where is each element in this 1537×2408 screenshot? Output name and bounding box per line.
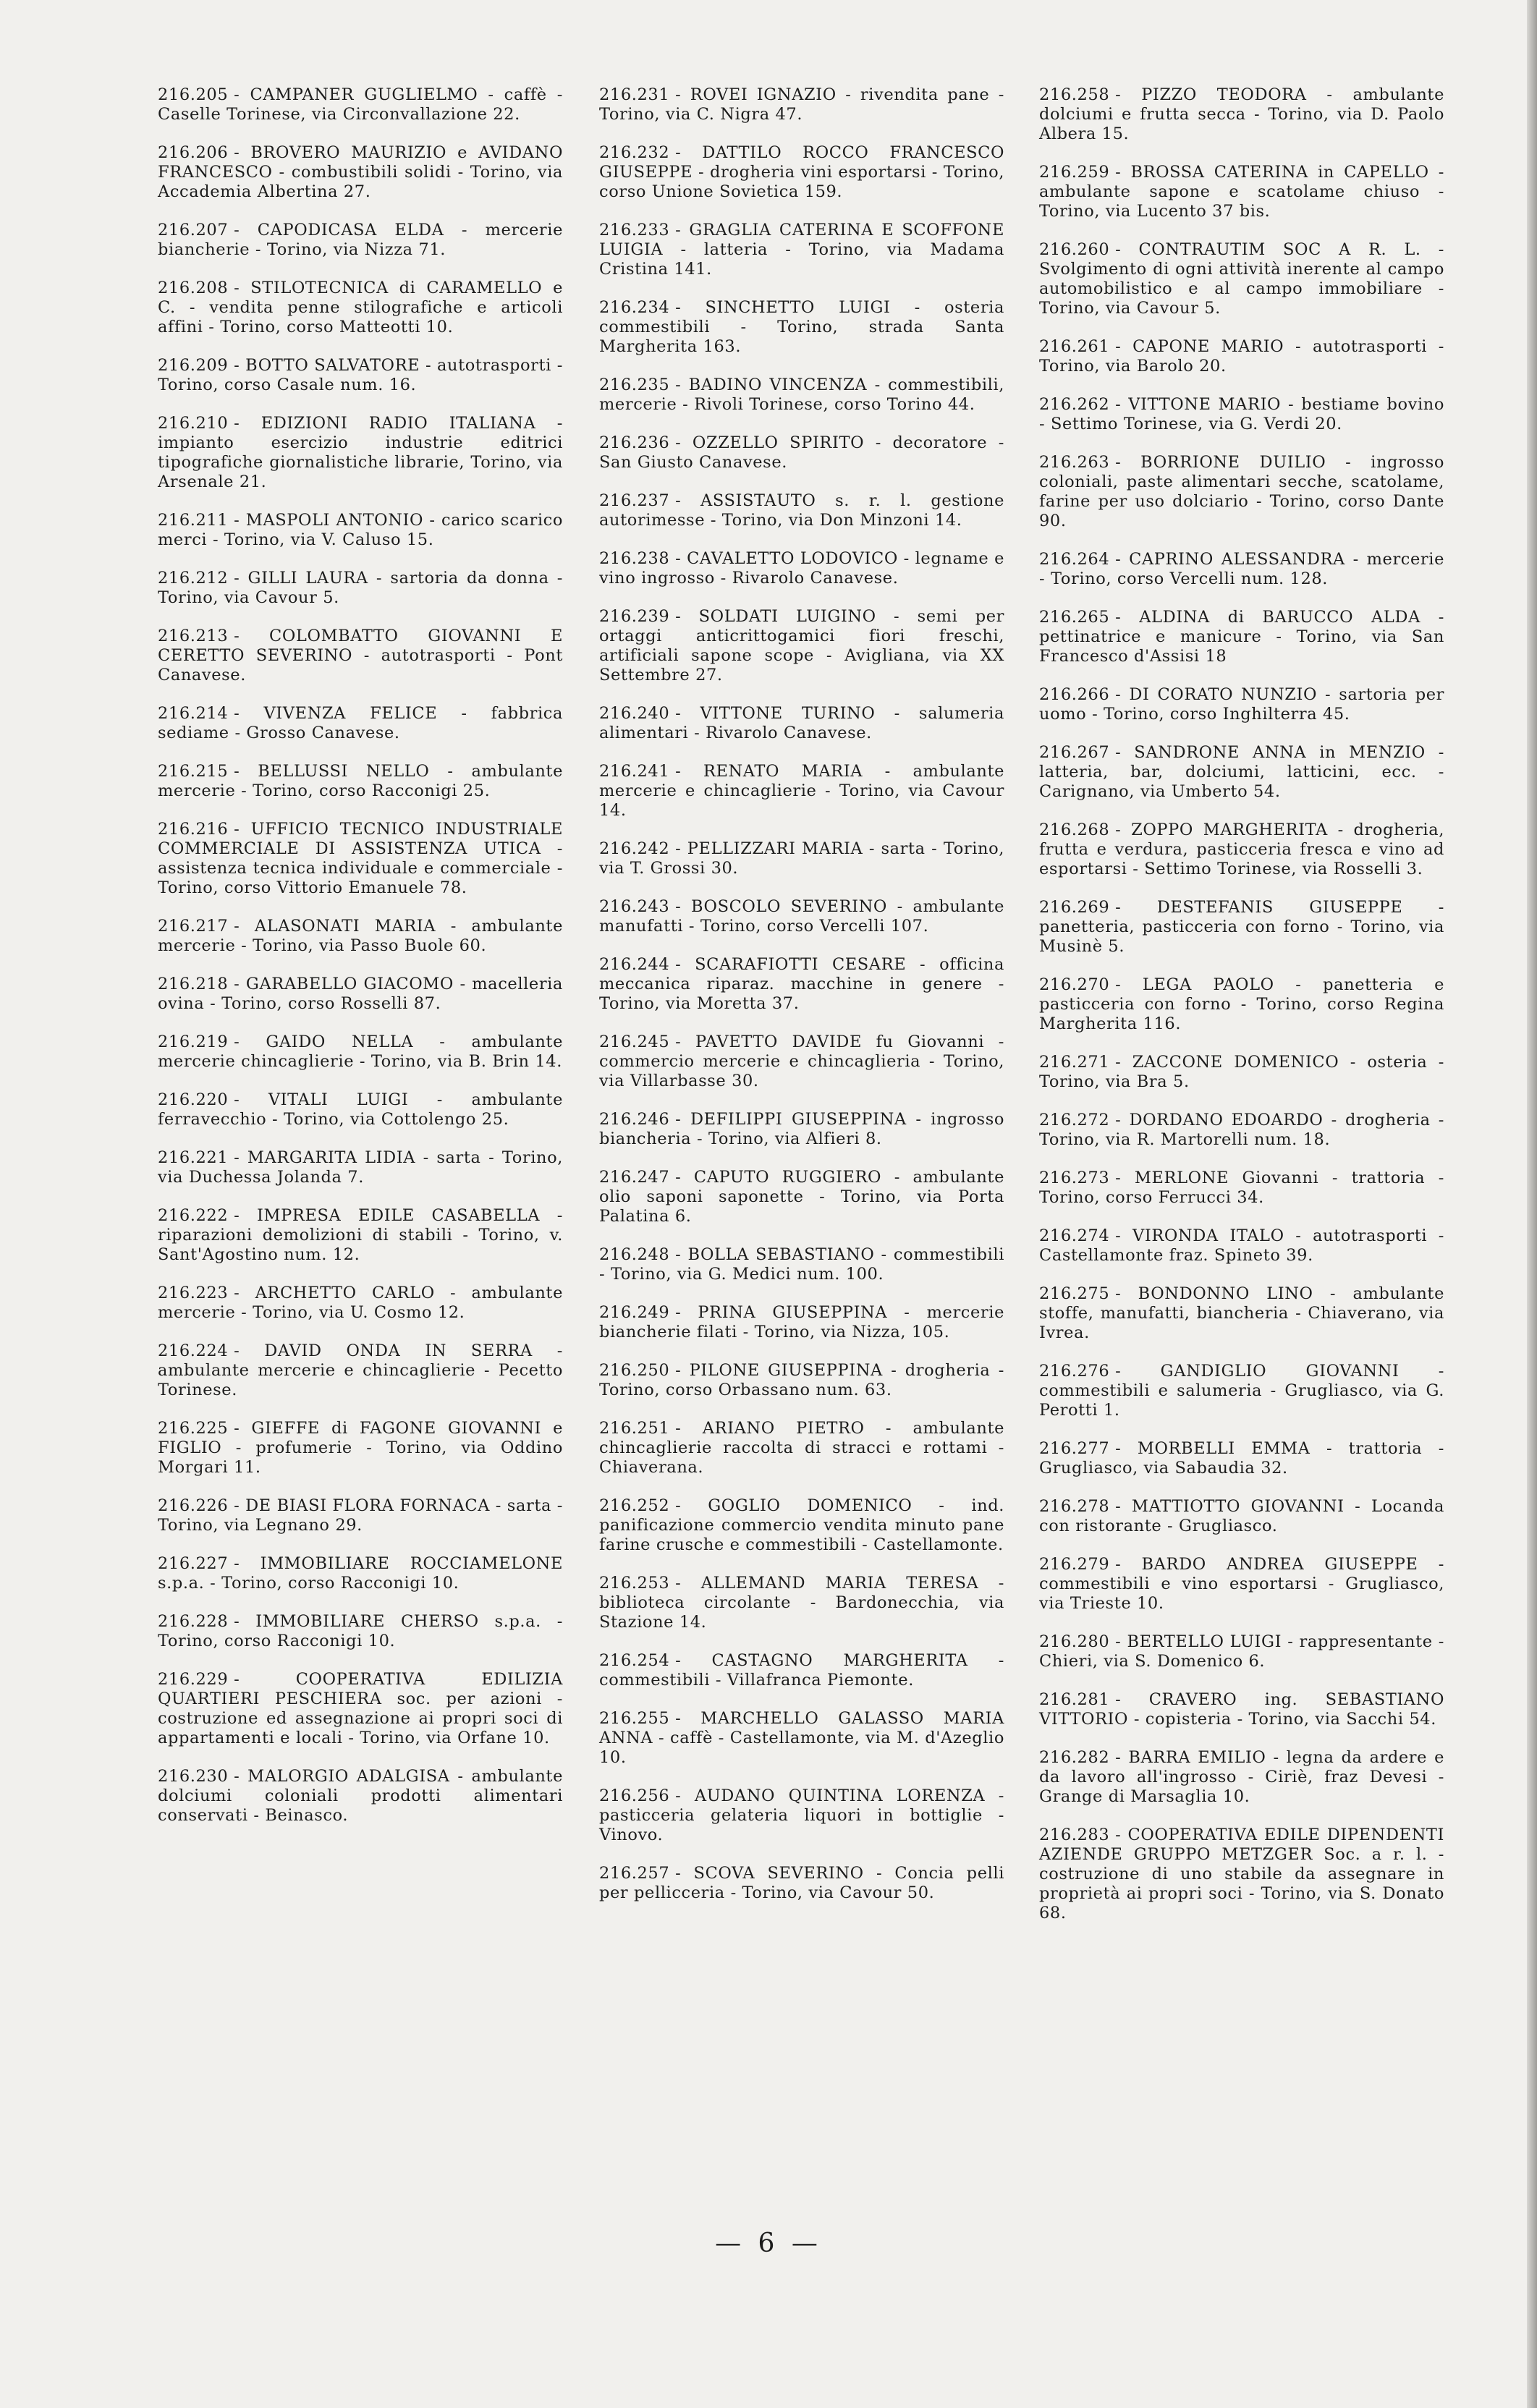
entry-number: 216.277 <box>1039 1439 1110 1458</box>
entry-text: - CAVALETTO LODOVICO - legname e vino ingrosso - Rivarolo Canavese. <box>599 549 1004 588</box>
entry-text: - GIEFFE di FAGONE GIOVANNI e FIGLIO - profumerie - Torino, via Oddino Morgari 11. <box>158 1419 563 1477</box>
entry-text: - BOTTO SALVATORE - autotrasporti - Torino, corso Casale num. 16. <box>158 356 563 394</box>
entry-text: - ARIANO PIETRO - ambulante chincaglierie raccolta di stracci e rottami - Chiaverana. <box>599 1419 1004 1477</box>
register-entry <box>158 511 563 550</box>
entry-text: - GRAGLIA CATERINA E SCOFFONE LUIGIA - latteria - Torino, via Madama Cristina 141. <box>599 221 1004 279</box>
register-entry <box>1039 1826 1444 1923</box>
register-entry <box>599 85 1004 124</box>
entry-number: 216.207 <box>158 221 229 239</box>
register-entry <box>1039 337 1444 376</box>
register-entry <box>158 1496 563 1535</box>
entry-text: - BROSSA CATERINA in CAPELLO - ambulante sapone e scatolame chiuso - Torino, via Lucento 37 bis. <box>1039 163 1444 221</box>
entry-number: 216.276 <box>1039 1362 1110 1381</box>
entry-number: 216.271 <box>1039 1053 1110 1072</box>
register-entry <box>1039 898 1444 957</box>
entry-text: - CAPUTO RUGGIERO - ambulante olio saponi saponette - Torino, via Porta Palatina 6. <box>599 1168 1004 1226</box>
entry-text: - BARDO ANDREA GIUSEPPE - commestibili e vino esportarsi - Grugliasco, via Trieste 10. <box>1039 1555 1444 1613</box>
entry-text: - GAIDO NELLA - ambulante mercerie chincaglierie - Torino, via B. Brin 14. <box>158 1033 563 1071</box>
register-entry <box>599 1496 1004 1555</box>
entry-text: - SANDRONE ANNA in MENZIO - latteria, bar, dolciumi, latticini, ecc. - Carignano, via Umberto 54. <box>1039 743 1444 801</box>
register-entry <box>599 549 1004 588</box>
entry-text: - DI CORATO NUNZIO - sartoria per uomo - Torino, corso Inghilterra 45. <box>1039 685 1444 724</box>
entry-number: 216.227 <box>158 1554 229 1573</box>
entry-text: - SOLDATI LUIGINO - semi per ortaggi anticrittogamici fiori freschi, artificiali sapone scope - Avigliana, via XX Settembre 27. <box>599 607 1004 684</box>
column-3 <box>1039 85 1444 1942</box>
register-entry <box>1039 1748 1444 1807</box>
register-entry <box>599 1033 1004 1091</box>
register-entry <box>158 1148 563 1187</box>
entry-text: - BELLUSSI NELLO - ambulante mercerie - Torino, corso Racconigi 25. <box>158 762 563 800</box>
register-entry <box>599 143 1004 202</box>
entry-text: - MASPOLI ANTONIO - carico scarico merci - Torino, via V. Caluso 15. <box>158 511 563 549</box>
entry-text: - IMMOBILIARE CHERSO s.p.a. - Torino, corso Racconigi 10. <box>158 1612 563 1650</box>
register-entry <box>599 1419 1004 1478</box>
entry-text: - DATTILO ROCCO FRANCESCO GIUSEPPE - drogheria vini esportarsi - Torino, corso Unione Sovietica 159. <box>599 143 1004 201</box>
entry-text: - PIZZO TEODORA - ambulante dolciumi e frutta secca - Torino, via D. Paolo Albera 15. <box>1039 85 1444 143</box>
entry-number: 216.263 <box>1039 453 1110 472</box>
entry-number: 216.256 <box>599 1786 670 1805</box>
entry-text: - BONDONNO LINO - ambulante stoffe, manufatti, biancheria - Chiaverano, via Ivrea. <box>1039 1284 1444 1342</box>
register-entry <box>1039 1497 1444 1536</box>
entry-text: - ARCHETTO CARLO - ambulante mercerie - Torino, via U. Cosmo 12. <box>158 1284 563 1322</box>
entry-text: - BORRIONE DUILIO - ingrosso coloniali, paste alimentari secche, scatolame, farine per uso dolciario - Torino, corso Dante 90. <box>1039 453 1444 530</box>
entry-text: - DESTEFANIS GIUSEPPE - panetteria, pasticceria con forno - Torino, via Musinè 5. <box>1039 898 1444 956</box>
entry-number: 216.257 <box>599 1864 670 1883</box>
register-entry <box>1039 1362 1444 1420</box>
register-entry <box>158 1419 563 1478</box>
entry-number: 216.248 <box>599 1245 670 1264</box>
entry-number: 216.239 <box>599 607 670 626</box>
register-entry <box>158 1670 563 1748</box>
entry-number: 216.222 <box>158 1206 229 1225</box>
entry-number: 216.246 <box>599 1110 670 1129</box>
register-entry <box>599 955 1004 1014</box>
register-entry <box>1039 608 1444 666</box>
entry-number: 216.234 <box>599 298 670 317</box>
entry-number: 216.231 <box>599 85 670 104</box>
entry-number: 216.251 <box>599 1419 670 1438</box>
entry-text: - BOLLA SEBASTIANO - commestibili - Torino, via G. Medici num. 100. <box>599 1245 1004 1284</box>
entry-text: - GARABELLO GIACOMO - macelleria ovina - Torino, corso Rosselli 87. <box>158 975 563 1013</box>
entry-text: - GANDIGLIO GIOVANNI - commestibili e salumeria - Grugliasco, via G. Perotti 1. <box>1039 1362 1444 1420</box>
entry-text: - OZZELLO SPIRITO - decoratore - San Giusto Canavese. <box>599 433 1004 472</box>
entry-number: 216.242 <box>599 839 670 858</box>
entry-text: - MATTIOTTO GIOVANNI - Locanda con ristorante - Grugliasco. <box>1039 1497 1444 1535</box>
column-1 <box>158 85 563 1844</box>
register-entry <box>1039 821 1444 879</box>
register-entry <box>158 1206 563 1265</box>
entry-text: - GILLI LAURA - sartoria da donna - Torino, via Cavour 5. <box>158 569 563 607</box>
entry-text: - MARCHELLO GALASSO MARIA ANNA - caffè - Castellamonte, via M. d'Azeglio 10. <box>599 1709 1004 1767</box>
entry-text: - MALORGIO ADALGISA - ambulante dolciumi coloniali prodotti alimentari conservati - Beinasco. <box>158 1767 563 1825</box>
entry-text: - SINCHETTO LUIGI - osteria commestibili - Torino, strada Santa Margherita 163. <box>599 298 1004 356</box>
register-entry <box>1039 975 1444 1034</box>
entry-number: 216.252 <box>599 1496 670 1515</box>
entry-number: 216.240 <box>599 704 670 723</box>
register-entry <box>1039 240 1444 318</box>
register-entry <box>158 1554 563 1593</box>
register-entry <box>1039 1169 1444 1208</box>
entry-text: - ALLEMAND MARIA TERESA - biblioteca circolante - Bardonecchia, via Stazione 14. <box>599 1574 1004 1632</box>
entry-number: 216.258 <box>1039 85 1110 104</box>
entry-number: 216.205 <box>158 85 229 104</box>
register-entry <box>599 1709 1004 1768</box>
entry-number: 216.272 <box>1039 1111 1110 1129</box>
entry-number: 216.279 <box>1039 1555 1110 1574</box>
entry-text: - MARGARITA LIDIA - sarta - Torino, via Duchessa Jolanda 7. <box>158 1148 563 1187</box>
entry-text: - VITTONE MARIO - bestiame bovino - Settimo Torinese, via G. Verdi 20. <box>1039 395 1444 433</box>
entry-text: - SCOVA SEVERINO - Concia pelli per pellicceria - Torino, via Cavour 50. <box>599 1864 1004 1902</box>
register-entry <box>599 298 1004 357</box>
entry-number: 216.270 <box>1039 975 1110 994</box>
register-entry <box>599 1168 1004 1226</box>
entry-text: - ZACCONE DOMENICO - osteria - Torino, via Bra 5. <box>1039 1053 1444 1091</box>
register-entry <box>158 820 563 898</box>
register-entry <box>1039 1439 1444 1478</box>
entry-number: 216.212 <box>158 569 229 588</box>
entry-text: - EDIZIONI RADIO ITALIANA - impianto esercizio industrie editrici tipografiche giornalistiche librarie, Torino, via Arsenale 21. <box>158 414 563 491</box>
entry-number: 216.214 <box>158 704 229 723</box>
entry-number: 216.262 <box>1039 395 1110 414</box>
entry-number: 216.230 <box>158 1767 229 1786</box>
entry-text: - DAVID ONDA IN SERRA - ambulante mercerie e chincaglierie - Pecetto Torinese. <box>158 1341 563 1399</box>
entry-text: - PRINA GIUSEPPINA - mercerie biancherie filati - Torino, via Nizza, 105. <box>599 1303 1004 1341</box>
entry-number: 216.238 <box>599 549 670 568</box>
entry-number: 216.226 <box>158 1496 229 1515</box>
entry-number: 216.261 <box>1039 337 1110 356</box>
register-entry <box>1039 1555 1444 1614</box>
entry-text: - CASTAGNO MARGHERITA - commestibili - Villafranca Piemonte. <box>599 1651 1004 1690</box>
entry-text: - VITTONE TURINO - salumeria alimentari - Rivarolo Canavese. <box>599 704 1004 742</box>
entry-text: - COOPERATIVA EDILIZIA QUARTIERI PESCHIERA soc. per azioni - costruzione ed assegnazione ai propri soci di appartamenti e locali - Torino, via Orfane 10. <box>158 1670 563 1747</box>
register-entry <box>1039 1226 1444 1266</box>
entry-text: - UFFICIO TECNICO INDUSTRIALE COMMERCIALE DI ASSISTENZA UTICA - assistenza tecnica individuale e commerciale - Torino, corso Vittorio Emanuele 78. <box>158 820 563 897</box>
entry-text: - CAPRINO ALESSANDRA - mercerie - Torino, corso Vercelli num. 128. <box>1039 550 1444 588</box>
entry-number: 216.244 <box>599 955 670 974</box>
entry-number: 216.275 <box>1039 1284 1110 1303</box>
entry-number: 216.215 <box>158 762 229 781</box>
entry-text: - COOPERATIVA EDILE DIPENDENTI AZIENDE GRUPPO METZGER Soc. a r. l. - costruzione di uno stabile da assegnare in proprietà ai propri soci - Torino, via S. Donato 68. <box>1039 1826 1444 1922</box>
entry-text: - CAMPANER GUGLIELMO - caffè - Caselle Torinese, via Circonvallazione 22. <box>158 85 563 124</box>
entry-number: 216.253 <box>599 1574 670 1593</box>
register-entry <box>599 1574 1004 1632</box>
register-entry <box>599 376 1004 415</box>
register-entry <box>158 1612 563 1651</box>
register-entry <box>1039 395 1444 434</box>
entry-number: 216.228 <box>158 1612 229 1631</box>
entry-number: 216.220 <box>158 1090 229 1109</box>
register-entry <box>158 414 563 492</box>
entry-text: - ROVEI IGNAZIO - rivendita pane - Torino, via C. Nigra 47. <box>599 85 1004 124</box>
entry-text: - VIVENZA FELICE - fabbrica sediame - Grosso Canavese. <box>158 704 563 742</box>
entry-number: 216.206 <box>158 143 229 162</box>
entry-number: 216.245 <box>599 1033 670 1051</box>
entry-number: 216.265 <box>1039 608 1110 627</box>
entry-text: - LEGA PAOLO - panetteria e pasticceria con forno - Torino, corso Regina Margherita 116. <box>1039 975 1444 1033</box>
register-entry <box>158 1284 563 1323</box>
register-entry <box>158 762 563 801</box>
register-entry <box>158 356 563 395</box>
entry-number: 216.280 <box>1039 1632 1110 1651</box>
entry-text: - CRAVERO ing. SEBASTIANO VITTORIO - copisteria - Torino, via Sacchi 54. <box>1039 1690 1444 1729</box>
entry-text: - COLOMBATTO GIOVANNI E CERETTO SEVERINO - autotrasporti - Pont Canavese. <box>158 627 563 684</box>
entry-text: - BERTELLO LUIGI - rappresentante - Chieri, via S. Domenico 6. <box>1039 1632 1444 1671</box>
entry-number: 216.243 <box>599 897 670 916</box>
entry-number: 216.219 <box>158 1033 229 1051</box>
entry-number: 216.233 <box>599 221 670 239</box>
register-entry <box>1039 1053 1444 1092</box>
entry-number: 216.255 <box>599 1709 670 1728</box>
register-entry <box>158 627 563 685</box>
register-entry <box>158 1767 563 1826</box>
entry-text: - BOSCOLO SEVERINO - ambulante manufatti - Torino, corso Vercelli 107. <box>599 897 1004 936</box>
register-entry <box>158 975 563 1014</box>
entry-number: 216.235 <box>599 376 670 394</box>
register-entry <box>599 1651 1004 1690</box>
register-entry <box>1039 685 1444 724</box>
entry-text: - STILOTECNICA di CARAMELLO e C. - vendita penne stilografiche e articoli affini - Torino, corso Matteotti 10. <box>158 279 563 336</box>
page-number: — 6 — <box>715 2229 822 2258</box>
entry-text: - GOGLIO DOMENICO - ind. panificazione commercio vendita minuto pane farine crusche e commestibili - Castellamonte. <box>599 1496 1004 1554</box>
entry-number: 216.211 <box>158 511 229 530</box>
entry-text: - BARRA EMILIO - legna da ardere e da lavoro all'ingrosso - Ciriè, fraz Devesi - Grange di Marsaglia 10. <box>1039 1748 1444 1806</box>
register-entry <box>1039 85 1444 144</box>
entry-number: 216.229 <box>158 1670 229 1689</box>
entry-number: 216.273 <box>1039 1169 1110 1187</box>
entry-text: - MORBELLI EMMA - trattoria - Grugliasco, via Sabaudia 32. <box>1039 1439 1444 1478</box>
entry-number: 216.274 <box>1039 1226 1110 1245</box>
entry-number: 216.216 <box>158 820 229 839</box>
entry-number: 216.260 <box>1039 240 1110 259</box>
entry-text: - BADINO VINCENZA - commestibili, mercerie - Rivoli Torinese, corso Torino 44. <box>599 376 1004 414</box>
register-entry <box>599 433 1004 472</box>
register-entry <box>599 491 1004 530</box>
register-entry <box>158 221 563 260</box>
register-entry <box>1039 1690 1444 1729</box>
register-entry <box>1039 743 1444 802</box>
entry-number: 216.278 <box>1039 1497 1110 1516</box>
register-entry <box>599 839 1004 878</box>
entry-text: - SCARAFIOTTI CESARE - officina meccanica riparaz. macchine in genere - Torino, via Moretta 37. <box>599 955 1004 1013</box>
column-2 <box>599 85 1004 1922</box>
register-entry <box>599 607 1004 685</box>
register-entry <box>1039 163 1444 221</box>
entry-text: - DORDANO EDOARDO - drogheria - Torino, via R. Martorelli num. 18. <box>1039 1111 1444 1149</box>
register-entry <box>599 704 1004 743</box>
entry-number: 216.218 <box>158 975 229 993</box>
entry-number: 216.282 <box>1039 1748 1110 1767</box>
register-entry <box>599 1361 1004 1400</box>
register-entry <box>158 704 563 743</box>
entry-number: 216.224 <box>158 1341 229 1360</box>
entry-number: 216.266 <box>1039 685 1110 704</box>
entry-number: 216.208 <box>158 279 229 297</box>
entry-number: 216.236 <box>599 433 670 452</box>
register-entry <box>599 1786 1004 1845</box>
entry-text: - DE BIASI FLORA FORNACA - sarta - Torino, via Legnano 29. <box>158 1496 563 1535</box>
register-entry <box>158 1341 563 1400</box>
register-entry <box>1039 1111 1444 1150</box>
register-entry <box>158 143 563 202</box>
entry-text: - CAPONE MARIO - autotrasporti - Torino, via Barolo 20. <box>1039 337 1444 376</box>
entry-number: 216.210 <box>158 414 229 433</box>
register-entry <box>599 1864 1004 1903</box>
entry-number: 216.213 <box>158 627 229 645</box>
entry-number: 216.232 <box>599 143 670 162</box>
entry-text: - RENATO MARIA - ambulante mercerie e chincaglierie - Torino, via Cavour 14. <box>599 762 1004 820</box>
entry-text: - MERLONE Giovanni - trattoria - Torino, corso Ferrucci 34. <box>1039 1169 1444 1207</box>
entry-number: 216.267 <box>1039 743 1110 762</box>
entry-number: 216.217 <box>158 917 229 936</box>
entry-number: 216.247 <box>599 1168 670 1187</box>
entry-number: 216.281 <box>1039 1690 1110 1709</box>
register-entry <box>158 569 563 608</box>
entry-number: 216.209 <box>158 356 229 375</box>
register-entry <box>1039 1284 1444 1343</box>
entry-text: - ALDINA di BARUCCO ALDA - pettinatrice e manicure - Torino, via San Francesco d'Assisi 18 <box>1039 608 1444 666</box>
page-edge-shadow <box>1527 0 1537 2408</box>
entry-number: 216.221 <box>158 1148 229 1167</box>
register-entry <box>158 85 563 124</box>
entry-text: - ALASONATI MARIA - ambulante mercerie - Torino, via Passo Buole 60. <box>158 917 563 955</box>
entry-number: 216.225 <box>158 1419 229 1438</box>
entry-text: - CONTRAUTIM SOC A R. L. - Svolgimento di ogni attività inerente al campo automobilistico e al campo immobiliare - Torino, via Cavour 5. <box>1039 240 1444 318</box>
entry-text: - DEFILIPPI GIUSEPPINA - ingrosso biancheria - Torino, via Alfieri 8. <box>599 1110 1004 1148</box>
register-entry <box>1039 550 1444 589</box>
entry-number: 216.241 <box>599 762 670 781</box>
entry-number: 216.283 <box>1039 1826 1110 1844</box>
register-entry <box>1039 1632 1444 1671</box>
register-entry <box>158 917 563 956</box>
entry-text: - PAVETTO DAVIDE fu Giovanni - commercio mercerie e chincaglieria - Torino, via Villarbasse 30. <box>599 1033 1004 1090</box>
entry-text: - PILONE GIUSEPPINA - drogheria - Torino, corso Orbassano num. 63. <box>599 1361 1004 1399</box>
entry-number: 216.223 <box>158 1284 229 1302</box>
entry-number: 216.259 <box>1039 163 1110 182</box>
entry-number: 216.250 <box>599 1361 670 1380</box>
entry-text: - PELLIZZARI MARIA - sarta - Torino, via T. Grossi 30. <box>599 839 1004 878</box>
register-entry <box>158 1033 563 1072</box>
register-entry <box>599 1110 1004 1149</box>
entry-number: 216.264 <box>1039 550 1110 569</box>
register-entry <box>599 221 1004 279</box>
entry-text: - CAPODICASA ELDA - mercerie biancherie - Torino, via Nizza 71. <box>158 221 563 259</box>
register-entry <box>599 1245 1004 1284</box>
entry-text: - BROVERO MAURIZIO e AVIDANO FRANCESCO - combustibili solidi - Torino, via Accademia Albertina 27. <box>158 143 563 201</box>
entry-text: - AUDANO QUINTINA LORENZA - pasticceria gelateria liquori in bottiglie - Vinovo. <box>599 1786 1004 1844</box>
register-entry <box>158 279 563 337</box>
entry-text: - ZOPPO MARGHERITA - drogheria, frutta e verdura, pasticceria fresca e vino ad esportarsi - Settimo Torinese, via Rosselli 3. <box>1039 821 1444 878</box>
entry-text: - IMPRESA EDILE CASABELLA - riparazioni demolizioni di stabili - Torino, v. Sant'Agostino num. 12. <box>158 1206 563 1264</box>
entry-number: 216.268 <box>1039 821 1110 839</box>
entry-number: 216.269 <box>1039 898 1110 917</box>
entry-text: - ASSISTAUTO s. r. l. gestione autorimesse - Torino, via Don Minzoni 14. <box>599 491 1004 530</box>
entry-number: 216.237 <box>599 491 670 510</box>
register-entry <box>1039 453 1444 531</box>
register-entry <box>158 1090 563 1129</box>
register-entry <box>599 897 1004 936</box>
entry-text: - VITALI LUIGI - ambulante ferravecchio - Torino, via Cottolengo 25. <box>158 1090 563 1129</box>
register-entry <box>599 762 1004 821</box>
entry-number: 216.249 <box>599 1303 670 1322</box>
register-entry <box>599 1303 1004 1342</box>
entry-number: 216.254 <box>599 1651 670 1670</box>
entry-text: - VIRONDA ITALO - autotrasporti - Castellamonte fraz. Spineto 39. <box>1039 1226 1444 1265</box>
entry-text: - IMMOBILIARE ROCCIAMELONE s.p.a. - Torino, corso Racconigi 10. <box>158 1554 563 1593</box>
